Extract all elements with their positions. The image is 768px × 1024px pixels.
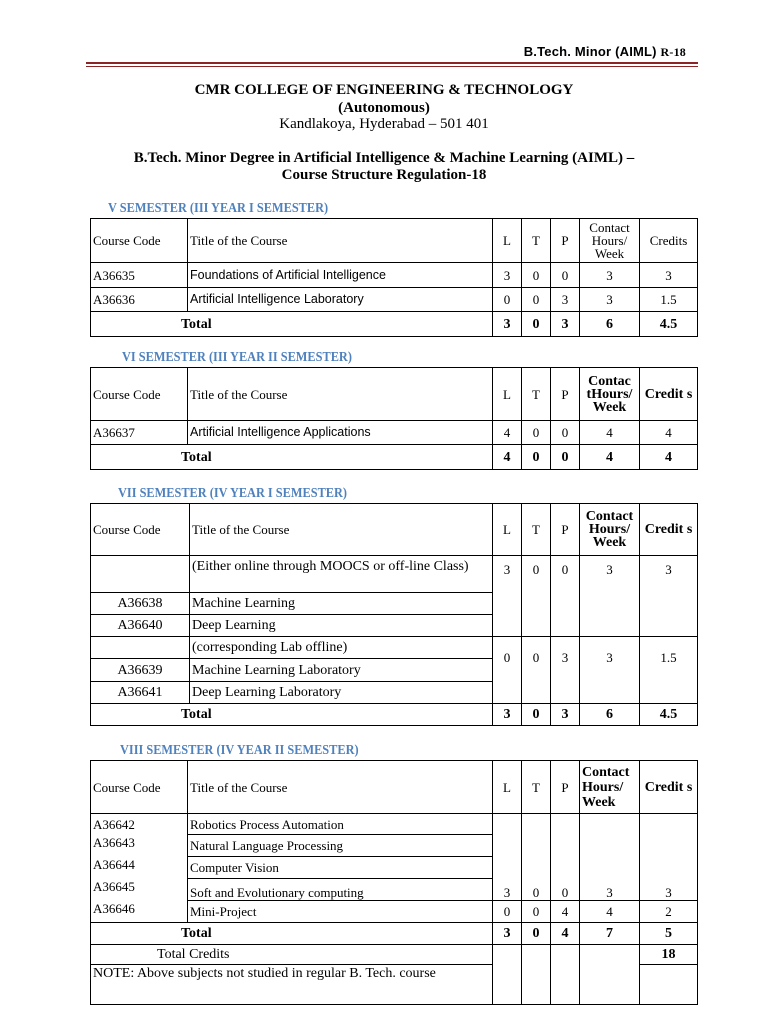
total-row	[91, 445, 698, 470]
total-hours: 4	[580, 445, 640, 470]
total-credits: 5	[640, 923, 698, 945]
college-address: Kandlakoya, Hyderabad – 501 401	[279, 116, 489, 132]
cell-t: 0	[522, 637, 551, 704]
course-title: Mini-Project	[188, 901, 493, 923]
cell-p: 3	[551, 288, 580, 312]
total-p: 4	[551, 923, 580, 945]
total-credits: 4.5	[640, 312, 698, 337]
structure-title: Course Structure Regulation-18	[281, 167, 487, 183]
table-row	[91, 637, 698, 659]
sem7-heading: VII SEMESTER (IV YEAR I SEMESTER)	[118, 486, 348, 501]
course-title: Deep Learning Laboratory	[190, 682, 493, 704]
course-title: Machine Learning Laboratory	[190, 659, 493, 682]
total-hours: 7	[580, 923, 640, 945]
cell-p	[551, 814, 580, 879]
empty-cell	[493, 945, 522, 965]
cell-hours: 3	[580, 637, 640, 704]
total-row	[91, 704, 698, 726]
col-course-title: Title of the Course	[188, 368, 493, 421]
table-row	[91, 263, 698, 288]
empty-code	[91, 556, 190, 593]
course-title: Robotics Process Automation	[188, 814, 493, 835]
col-t: T	[522, 504, 551, 556]
course-code: A36643	[91, 835, 188, 857]
total-label: Total	[91, 923, 493, 945]
total-label: Total	[91, 445, 493, 470]
empty-cell	[551, 945, 580, 965]
course-title: Deep Learning	[190, 615, 493, 637]
total-label: Total	[91, 312, 493, 337]
cell-t: 0	[522, 421, 551, 445]
course-code: A36640	[91, 615, 190, 637]
col-p: P	[551, 368, 580, 421]
col-course-title: Title of the Course	[188, 761, 493, 814]
table-row	[91, 556, 698, 593]
course-code: A36646	[91, 901, 188, 923]
cell-credits: 3	[640, 556, 698, 637]
course-title: Foundations of Artificial Intelligence	[188, 263, 493, 288]
total-row	[91, 312, 698, 337]
course-code: A36637	[91, 421, 188, 445]
cell-credits: 4	[640, 421, 698, 445]
cell-t	[522, 814, 551, 879]
running-header	[524, 44, 686, 60]
cell-hours: 3	[580, 556, 640, 637]
cell-p: 4	[551, 901, 580, 923]
mode-note: (Either online through MOOCS or off-line Class)	[190, 556, 493, 593]
col-course-title: Title of the Course	[188, 219, 493, 263]
cell-t: 0	[522, 901, 551, 923]
sem5-table	[90, 218, 698, 337]
program-label: B.Tech. Minor (AIML)	[523, 44, 657, 59]
total-t: 0	[522, 923, 551, 945]
course-title: Computer Vision	[188, 857, 493, 879]
col-contact-hours: Contac tHours/ Week	[580, 368, 640, 421]
regulation-label: R-18	[660, 45, 686, 59]
col-course-code: Course Code	[91, 219, 188, 263]
total-label: Total	[91, 704, 493, 726]
note-row	[91, 965, 698, 1005]
header-rule	[86, 62, 698, 64]
cell-l: 3	[493, 263, 522, 288]
table-row	[91, 901, 698, 923]
sem6-table	[90, 367, 698, 470]
empty-cell	[522, 945, 551, 965]
sem5-heading: V SEMESTER (III YEAR I SEMESTER)	[108, 201, 329, 216]
total-p: 3	[551, 312, 580, 337]
cell-p: 0	[551, 263, 580, 288]
empty-cell	[640, 965, 698, 1005]
cell-t: 0	[522, 263, 551, 288]
total-p: 0	[551, 445, 580, 470]
col-contact-hours: Contact Hours/ Week	[580, 219, 640, 263]
course-code: A36642	[91, 814, 188, 835]
cell-t: 0	[522, 288, 551, 312]
col-t: T	[522, 219, 551, 263]
col-p: P	[551, 219, 580, 263]
total-hours: 6	[580, 704, 640, 726]
cell-hours: 3	[580, 263, 640, 288]
empty-cell	[580, 945, 640, 965]
course-code: A36635	[91, 263, 188, 288]
cell-l: 0	[493, 288, 522, 312]
cell-p: 0	[551, 556, 580, 637]
total-l: 4	[493, 445, 522, 470]
col-l: L	[493, 368, 522, 421]
cell-l	[493, 814, 522, 879]
col-l: L	[493, 761, 522, 814]
empty-cell	[580, 965, 640, 1005]
cell-credits: 3	[640, 879, 698, 901]
cell-p: 0	[551, 879, 580, 901]
college-name: CMR COLLEGE OF ENGINEERING & TECHNOLOGY	[194, 82, 574, 98]
total-l: 3	[493, 704, 522, 726]
course-title: Artificial Intelligence Applications	[188, 421, 493, 445]
col-credits: Credits	[640, 219, 698, 263]
total-t: 0	[522, 312, 551, 337]
empty-code	[91, 637, 190, 659]
course-title: Natural Language Processing	[188, 835, 493, 857]
col-p: P	[551, 504, 580, 556]
autonomous-label: (Autonomous)	[338, 100, 430, 116]
col-course-code: Course Code	[91, 761, 188, 814]
cell-l: 4	[493, 421, 522, 445]
cell-hours	[580, 814, 640, 879]
table-row	[91, 879, 698, 901]
sem6-heading: VI SEMESTER (III YEAR II SEMESTER)	[122, 350, 352, 365]
cell-hours: 4	[580, 421, 640, 445]
total-l: 3	[493, 312, 522, 337]
note-text: NOTE: Above subjects not studied in regular B. Tech. course	[91, 965, 493, 1005]
col-l: L	[493, 219, 522, 263]
cell-t: 0	[522, 879, 551, 901]
total-l: 3	[493, 923, 522, 945]
total-p: 3	[551, 704, 580, 726]
cell-l: 3	[493, 879, 522, 901]
col-credits: Credit s	[640, 504, 698, 556]
cell-credits: 1.5	[640, 288, 698, 312]
total-credits: 4	[640, 445, 698, 470]
course-code: A36641	[91, 682, 190, 704]
cell-credits	[640, 814, 698, 879]
col-credits: Credit s	[640, 761, 698, 814]
cell-hours: 4	[580, 901, 640, 923]
col-l: L	[493, 504, 522, 556]
total-credits: 4.5	[640, 704, 698, 726]
total-credits-value: 18	[640, 945, 698, 965]
sem8-table	[90, 760, 698, 1005]
header-rule-thin	[86, 66, 698, 67]
course-code: A36636	[91, 288, 188, 312]
total-credits-label: Total Credits	[91, 945, 493, 965]
course-title: Soft and Evolutionary computing	[188, 879, 493, 901]
course-title: Artificial Intelligence Laboratory	[188, 288, 493, 312]
course-code: A36639	[91, 659, 190, 682]
empty-cell	[493, 965, 522, 1005]
cell-l: 3	[493, 556, 522, 637]
course-code: A36645	[91, 879, 188, 901]
course-code: A36644	[91, 857, 188, 879]
table-row	[91, 421, 698, 445]
col-course-code: Course Code	[91, 504, 190, 556]
course-code: A36638	[91, 593, 190, 615]
cell-credits: 1.5	[640, 637, 698, 704]
cell-hours: 3	[580, 288, 640, 312]
col-credits: Credit s	[640, 368, 698, 421]
total-t: 0	[522, 445, 551, 470]
col-course-title: Title of the Course	[190, 504, 493, 556]
empty-cell	[551, 965, 580, 1005]
cell-l: 0	[493, 637, 522, 704]
total-row	[91, 923, 698, 945]
cell-p: 3	[551, 637, 580, 704]
table-row	[91, 288, 698, 312]
col-contact-hours: Contact Hours/ Week	[580, 504, 640, 556]
sem8-heading: VIII SEMESTER (IV YEAR II SEMESTER)	[120, 743, 359, 758]
cell-l: 0	[493, 901, 522, 923]
total-hours: 6	[580, 312, 640, 337]
cell-credits: 3	[640, 263, 698, 288]
col-t: T	[522, 368, 551, 421]
col-contact-hours: Contact Hours/ Week	[580, 761, 640, 814]
sem7-table	[90, 503, 698, 726]
total-credits-row	[91, 945, 698, 965]
cell-hours: 3	[580, 879, 640, 901]
total-t: 0	[522, 704, 551, 726]
cell-credits: 2	[640, 901, 698, 923]
lab-note: (corresponding Lab offline)	[190, 637, 493, 659]
empty-cell	[522, 965, 551, 1005]
table-row	[91, 814, 698, 835]
cell-t: 0	[522, 556, 551, 637]
col-p: P	[551, 761, 580, 814]
col-course-code: Course Code	[91, 368, 188, 421]
degree-title: B.Tech. Minor Degree in Artificial Intelligence & Machine Learning (AIML) –	[133, 150, 635, 166]
col-t: T	[522, 761, 551, 814]
course-title: Machine Learning	[190, 593, 493, 615]
cell-p: 0	[551, 421, 580, 445]
